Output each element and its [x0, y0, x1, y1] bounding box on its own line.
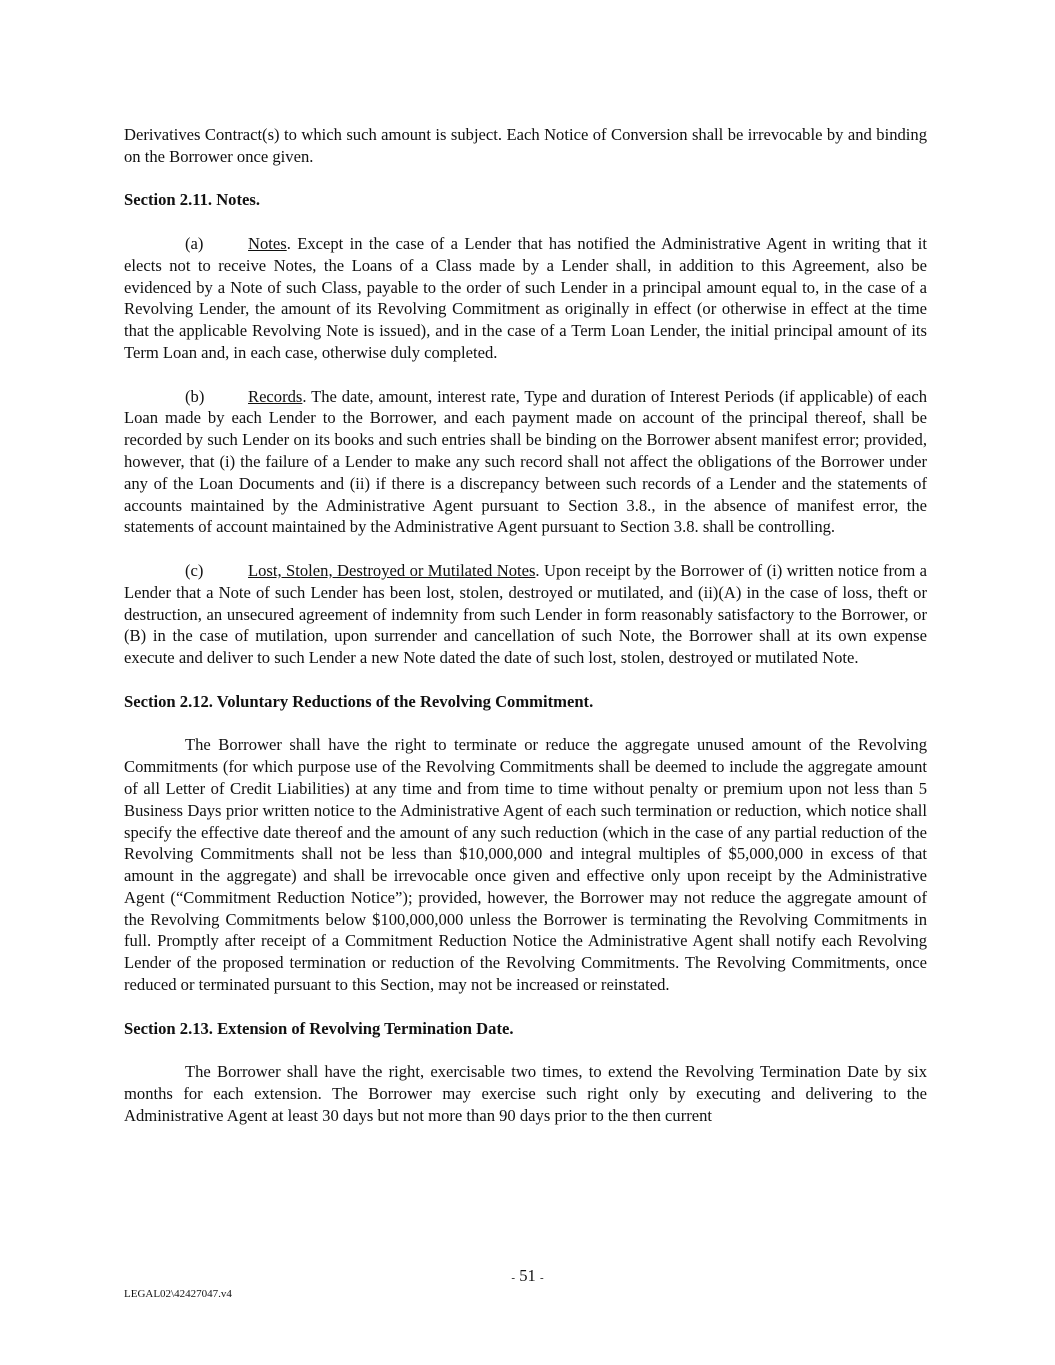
- document-page: [124, 124, 927, 1127]
- clause-title: Notes: [248, 233, 287, 253]
- clause-label: (b): [185, 386, 205, 406]
- page-number-dash: -: [511, 1272, 516, 1284]
- section-2-13-heading: Section 2.13. Extension of Revolving Termination Date.: [124, 1018, 514, 1038]
- clause-text: . The date, amount, interest rate, Type and duration of Interest Periods (if applicable) of each Loan made by each Lender to the Borrower, and each payment made on account of the principal thereof, shall be recorded by such Lender on its books and such entries shall be binding on the Borrower absent manifest error; provided, however, that (i) the failure of a Lender to make any such record shall not affect the obligations of the Borrower under any of the Loan Documents and (ii) if there is a discrepancy between such records of a Lender and the statements of accounts maintained by the Administrative Agent pursuant to Section 3.8., in the absence of manifest error, the statements of account maintained by the Administrative Agent pursuant to Section 3.8. shall be controlling.: [124, 386, 927, 537]
- page-number-value: 51: [519, 1266, 536, 1285]
- clause-text: . Upon receipt by the Borrower of (i) written notice from a Lender that a Note of such Lender has been lost, stolen, destroyed or mutilated, and (ii)(A) in the case of loss, theft or destruction, an unsecured agreement of indemnity from such Lender in form reasonably satisfactory to the Borrower, or (B) in the case of mutilation, upon surrender and cancellation of such Note, the Borrower shall at its own expense execute and deliver to such Lender a new Note dated the date of such lost, stolen, destroyed or mutilated Note.: [124, 560, 927, 668]
- section-2-11-b-paragraph: [124, 386, 927, 539]
- page-number-dash: -: [539, 1272, 544, 1284]
- section-2-11-c-paragraph: [124, 560, 927, 669]
- section-2-11-a-paragraph: [124, 233, 927, 364]
- clause-title: Records: [248, 386, 303, 406]
- page-number: [0, 1266, 1055, 1286]
- section-2-13-paragraph: The Borrower shall have the right, exercisable two times, to extend the Revolving Termination Date by six months for each extension. The Borrower may exercise such right only by executing and delivering to the Administrative Agent at least 30 days but not more than 90 days prior to the then current: [124, 1062, 927, 1125]
- clause-title: Lost, Stolen, Destroyed or Mutilated Notes: [248, 560, 536, 580]
- document-id: LEGAL02\42427047.v4: [124, 1288, 232, 1300]
- clause-text: . Except in the case of a Lender that has notified the Administrative Agent in writing that it elects not to receive Notes, the Loans of a Class made by a Lender shall, in addition to this Agreement, also be evidenced by a Note of such Class, payable to the order of such Lender in a principal amount equal to, in the case of a Revolving Lender, the amount of its Revolving Commitment as originally in effect (or otherwise in effect at the time that the applicable Revolving Note is issued), and in the case of a Term Loan Lender, the initial principal amount of its Term Loan and, in each case, otherwise duly completed.: [124, 233, 927, 362]
- section-2-12-heading: Section 2.12. Voluntary Reductions of the Revolving Commitment.: [124, 691, 594, 711]
- section-2-12-paragraph: The Borrower shall have the right to terminate or reduce the aggregate unused amount of the Revolving Commitments (for which purpose use of the Revolving Commitments shall be deemed to include the aggregate amount of all Letter of Credit Liabilities) at any time and from time to time without penalty or premium upon not less than 5 Business Days prior written notice to the Administrative Agent of each such termination or reduction, which notice shall specify the effective date thereof and the amount of any such reduction (which in the case of any partial reduction of the Revolving Commitments shall not be less than $10,000,000 and integral multiples of $5,000,000 in excess of that amount in the aggregate) and shall be irrevocable once given and effective only upon receipt by the Administrative Agent (“Commitment Reduction Notice”); provided, however, the Borrower may not reduce the aggregate amount of the Revolving Commitments below $100,000,000 unless the Borrower is terminating the Revolving Commitments in full. Promptly after receipt of a Commitment Reduction Notice the Administrative Agent shall notify each Revolving Lender of the proposed termination or reduction of the Revolving Commitments. The Revolving Commitments, once reduced or terminated pursuant to this Section, may not be increased or reinstated.: [124, 735, 927, 995]
- clause-label: (a): [185, 233, 204, 253]
- continuation-paragraph: Derivatives Contract(s) to which such amount is subject. Each Notice of Conversion shall be irrevocable by and binding on the Borrower once given.: [124, 125, 927, 166]
- clause-label: (c): [185, 560, 204, 580]
- section-2-11-heading: Section 2.11. Notes.: [124, 190, 260, 210]
